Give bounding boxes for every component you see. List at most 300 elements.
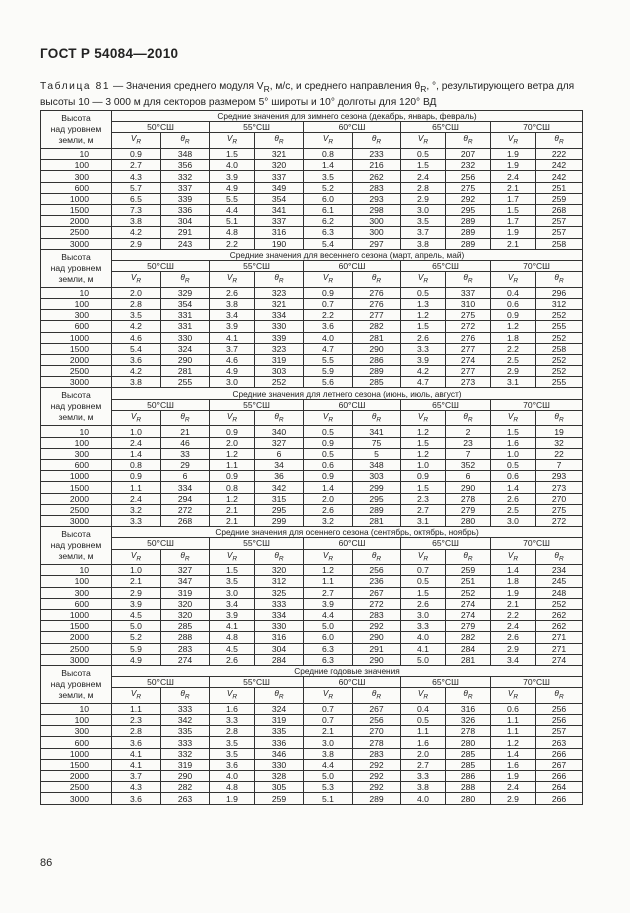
table-cell: 283 [353, 748, 401, 759]
table-cell: 3.4 [210, 598, 255, 609]
table-row [41, 726, 583, 737]
table-cell: 3.1 [401, 515, 446, 526]
season-title-row [41, 388, 583, 399]
site-header: 55°СШ [210, 399, 304, 410]
table-cell: 2.7 [112, 160, 161, 171]
table-cell: 5.3 [304, 782, 353, 793]
table-cell: 256 [536, 715, 583, 726]
page-number: 86 [40, 857, 53, 869]
table-cell: 337 [255, 216, 304, 227]
direction-header: $\theta_R$ [536, 410, 583, 426]
site-header: 60°СШ [304, 260, 401, 271]
table-cell: 7 [446, 448, 491, 459]
table-cell: 2.4 [491, 171, 536, 182]
table-cell: 243 [161, 238, 210, 249]
table-cell: 283 [353, 609, 401, 620]
site-header: 65°СШ [401, 399, 491, 410]
table-cell: 190 [255, 238, 304, 249]
table-cell: 23 [446, 437, 491, 448]
table-cell: 310 [446, 298, 491, 309]
table-cell: 3.4 [491, 654, 536, 665]
table-cell: 0.6 [304, 460, 353, 471]
table-cell: 2.1 [491, 182, 536, 193]
table-cell: 304 [161, 216, 210, 227]
table-cell: 3.7 [401, 227, 446, 238]
table-cell: 3.0 [491, 515, 536, 526]
table-cell: 0.6 [491, 298, 536, 309]
table-cell: 5.4 [304, 238, 353, 249]
table-cell: 5 [353, 448, 401, 459]
modulus-header: $V_R$ [210, 410, 255, 426]
table-cell: 272 [353, 598, 401, 609]
table-cell: 1.2 [210, 493, 255, 504]
table-cell: 252 [446, 587, 491, 598]
direction-header: $\theta_R$ [536, 688, 583, 704]
table-cell: 248 [536, 587, 583, 598]
table-cell: 267 [353, 703, 401, 714]
table-cell: 262 [536, 621, 583, 632]
table-cell: 34 [255, 460, 304, 471]
table-cell: 339 [255, 332, 304, 343]
direction-header: $\theta_R$ [536, 549, 583, 565]
table-cell: 1.6 [491, 437, 536, 448]
site-header: 65°СШ [401, 677, 491, 688]
table-cell: 2.4 [491, 621, 536, 632]
table-cell: 36 [255, 471, 304, 482]
table-row [41, 703, 583, 714]
table-cell: 3.9 [304, 598, 353, 609]
table-cell: 4.0 [210, 160, 255, 171]
modulus-header: $V_R$ [210, 688, 255, 704]
table-cell: 334 [255, 310, 304, 321]
document-header: ГОСТ Р 54084—2010 [40, 46, 179, 61]
table-cell: 6.2 [304, 216, 353, 227]
table-cell: 4.8 [210, 782, 255, 793]
table-cell: 2.6 [401, 598, 446, 609]
table-row [41, 654, 583, 665]
table-cell: 289 [446, 238, 491, 249]
table-row [41, 715, 583, 726]
table-row [41, 216, 583, 227]
table-cell: 2.7 [401, 504, 446, 515]
table-cell: 1.0 [112, 426, 161, 437]
table-cell: 272 [446, 321, 491, 332]
table-cell: 319 [161, 587, 210, 598]
table-cell: 330 [255, 759, 304, 770]
table-cell: 2.1 [210, 515, 255, 526]
table-cell: 267 [353, 587, 401, 598]
direction-header: $\theta_R$ [161, 549, 210, 565]
table-cell: 2.0 [210, 437, 255, 448]
table-cell: 3.2 [112, 504, 161, 515]
table-cell: 5.2 [304, 182, 353, 193]
table-cell: 3.5 [304, 171, 353, 182]
table-cell: 3.6 [210, 759, 255, 770]
table-cell: 281 [353, 332, 401, 343]
table-cell: 289 [353, 504, 401, 515]
table-cell: 259 [255, 793, 304, 804]
table-cell: 1.0 [491, 448, 536, 459]
table-cell: 4.6 [112, 332, 161, 343]
table-cell: 262 [353, 171, 401, 182]
table-cell: 33 [161, 448, 210, 459]
table-cell: 3.9 [112, 598, 161, 609]
table-cell: 21 [161, 426, 210, 437]
table-cell: 251 [536, 182, 583, 193]
table-cell: 258 [536, 238, 583, 249]
table-cell: 5.5 [210, 193, 255, 204]
table-cell: 277 [446, 343, 491, 354]
direction-header: $\theta_R$ [161, 688, 210, 704]
direction-header: $\theta_R$ [353, 133, 401, 149]
table-cell: 330 [255, 621, 304, 632]
table-cell: 289 [353, 366, 401, 377]
table-row [41, 332, 583, 343]
table-cell: 242 [536, 171, 583, 182]
height-value: 10 [41, 287, 112, 298]
direction-header: $\theta_R$ [446, 688, 491, 704]
height-value: 100 [41, 576, 112, 587]
table-cell: 268 [161, 515, 210, 526]
table-row [41, 515, 583, 526]
table-cell: 303 [353, 471, 401, 482]
height-value: 3000 [41, 238, 112, 249]
table-cell: 354 [255, 193, 304, 204]
table-cell: 4.2 [112, 321, 161, 332]
site-header-row [41, 122, 583, 133]
table-cell: 3.2 [304, 515, 353, 526]
table-cell: 0.9 [304, 437, 353, 448]
table-cell: 1.6 [401, 737, 446, 748]
table-row [41, 771, 583, 782]
table-cell: 0.4 [401, 703, 446, 714]
table-cell: 279 [446, 621, 491, 632]
table-row [41, 160, 583, 171]
direction-header: $\theta_R$ [353, 272, 401, 288]
table-cell: 274 [446, 609, 491, 620]
table-cell: 2.2 [491, 609, 536, 620]
table-cell: 257 [536, 216, 583, 227]
table-row [41, 149, 583, 160]
table-cell: 292 [353, 759, 401, 770]
table-cell: 4.8 [210, 632, 255, 643]
table-cell: 331 [161, 310, 210, 321]
table-cell: 290 [161, 771, 210, 782]
table-cell: 2.1 [304, 726, 353, 737]
height-value: 1500 [41, 204, 112, 215]
sub-header-row [41, 549, 583, 565]
table-cell: 266 [536, 793, 583, 804]
direction-header: $\theta_R$ [255, 410, 304, 426]
table-cell: 5.0 [304, 771, 353, 782]
height-column-header: Высота над уровнем земли, м [41, 111, 112, 149]
height-value: 2500 [41, 504, 112, 515]
table-cell: 335 [255, 726, 304, 737]
modulus-header: $V_R$ [491, 410, 536, 426]
table-cell: 2.6 [401, 332, 446, 343]
table-cell: 4.0 [401, 793, 446, 804]
table-cell: 3.3 [210, 715, 255, 726]
table-cell: 3.5 [112, 310, 161, 321]
table-cell: 3.1 [491, 377, 536, 388]
table-cell: 295 [255, 504, 304, 515]
table-cell: 278 [353, 737, 401, 748]
table-cell: 283 [161, 643, 210, 654]
table-cell: 2.4 [491, 782, 536, 793]
height-value: 600 [41, 321, 112, 332]
table-cell: 268 [536, 204, 583, 215]
table-cell: 319 [255, 715, 304, 726]
height-value: 300 [41, 310, 112, 321]
table-row [41, 471, 583, 482]
table-cell: 0.9 [491, 310, 536, 321]
table-cell: 320 [255, 565, 304, 576]
table-cell: 1.0 [112, 565, 161, 576]
table-cell: 2.4 [112, 493, 161, 504]
height-value: 2000 [41, 216, 112, 227]
table-cell: 312 [536, 298, 583, 309]
height-value: 2000 [41, 632, 112, 643]
table-cell: 4.4 [210, 204, 255, 215]
table-cell: 4.0 [401, 632, 446, 643]
table-cell: 295 [446, 204, 491, 215]
table-cell: 336 [255, 737, 304, 748]
table-cell: 273 [446, 377, 491, 388]
site-header: 55°СШ [210, 122, 304, 133]
table-cell: 2.2 [210, 238, 255, 249]
table-row [41, 504, 583, 515]
table-cell: 1.5 [401, 321, 446, 332]
table-cell: 257 [536, 726, 583, 737]
table-cell: 279 [446, 504, 491, 515]
height-value: 10 [41, 426, 112, 437]
table-cell: 4.2 [112, 366, 161, 377]
table-cell: 270 [353, 726, 401, 737]
table-row [41, 782, 583, 793]
table-cell: 290 [353, 632, 401, 643]
table-cell: 296 [536, 287, 583, 298]
table-cell: 0.5 [401, 149, 446, 160]
table-cell: 323 [255, 343, 304, 354]
table-cell: 274 [446, 598, 491, 609]
table-cell: 0.7 [304, 298, 353, 309]
table-cell: 1.5 [210, 565, 255, 576]
height-value: 10 [41, 149, 112, 160]
table-cell: 2.9 [112, 238, 161, 249]
table-cell: 6.3 [304, 643, 353, 654]
table-cell: 1.9 [210, 793, 255, 804]
table-cell: 291 [161, 227, 210, 238]
table-cell: 6.0 [304, 193, 353, 204]
table-cell: 1.4 [304, 482, 353, 493]
table-cell: 5.5 [304, 354, 353, 365]
table-cell: 281 [353, 515, 401, 526]
modulus-header: $V_R$ [210, 549, 255, 565]
table-cell: 3.6 [112, 737, 161, 748]
table-cell: 266 [536, 771, 583, 782]
table-cell: 0.5 [491, 460, 536, 471]
table-cell: 281 [161, 366, 210, 377]
table-cell: 0.5 [304, 426, 353, 437]
table-cell: 4.9 [210, 182, 255, 193]
table-cell: 46 [161, 437, 210, 448]
table-cell: 341 [255, 204, 304, 215]
height-column-header: Высота над уровнем земли, м [41, 249, 112, 287]
sub-header-row [41, 410, 583, 426]
table-cell: 257 [536, 227, 583, 238]
table-cell: 4.5 [210, 643, 255, 654]
height-value: 2500 [41, 782, 112, 793]
table-cell: 3.0 [304, 737, 353, 748]
table-cell: 2.4 [112, 437, 161, 448]
table-cell: 271 [536, 632, 583, 643]
table-cell: 1.1 [491, 715, 536, 726]
table-cell: 280 [446, 793, 491, 804]
table-caption: Таблица 81 — Значения среднего модуля $V_R$, м/с, и среднего направления $\theta_R$, °, результирующего ветра для высоты 10 — 3 000 м для секторов размером 5° широты и 10° долготы для 120° ВД [40, 81, 575, 109]
height-column-header: Высота над уровнем земли, м [41, 527, 112, 565]
table-cell: 2.5 [491, 354, 536, 365]
table-cell: 2.1 [112, 576, 161, 587]
site-header-row [41, 677, 583, 688]
table-cell: 289 [446, 216, 491, 227]
table-cell: 0.9 [210, 471, 255, 482]
table-cell: 245 [536, 576, 583, 587]
table-cell: 264 [536, 782, 583, 793]
table-row [41, 793, 583, 804]
table-cell: 3.5 [401, 216, 446, 227]
table-row [41, 576, 583, 587]
table-cell: 276 [353, 298, 401, 309]
table-cell: 2.3 [112, 715, 161, 726]
site-header: 55°СШ [210, 677, 304, 688]
table-row [41, 493, 583, 504]
table-cell: 304 [255, 643, 304, 654]
table-cell: 1.2 [491, 321, 536, 332]
table-cell: 29 [161, 460, 210, 471]
height-value: 2000 [41, 771, 112, 782]
table-cell: 285 [446, 759, 491, 770]
table-row [41, 621, 583, 632]
table-cell: 2.2 [304, 310, 353, 321]
modulus-header: $V_R$ [304, 549, 353, 565]
table-cell: 337 [161, 182, 210, 193]
modulus-header: $V_R$ [210, 133, 255, 149]
table-cell: 4.9 [210, 366, 255, 377]
table-row [41, 287, 583, 298]
site-header: 70°СШ [491, 260, 583, 271]
table-cell: 321 [255, 149, 304, 160]
table-cell: 236 [353, 576, 401, 587]
table-cell: 3.8 [304, 748, 353, 759]
table-cell: 0.7 [401, 565, 446, 576]
direction-header: $\theta_R$ [255, 272, 304, 288]
table-row [41, 632, 583, 643]
table-row [41, 204, 583, 215]
table-cell: 207 [446, 149, 491, 160]
table-cell: 259 [446, 565, 491, 576]
direction-header: $\theta_R$ [536, 272, 583, 288]
table-cell: 252 [536, 354, 583, 365]
modulus-header: $V_R$ [112, 133, 161, 149]
table-cell: 4.1 [401, 643, 446, 654]
table-cell: 263 [161, 793, 210, 804]
table-cell: 1.5 [401, 160, 446, 171]
site-header: 60°СШ [304, 677, 401, 688]
table-cell: 22 [536, 448, 583, 459]
sub-header-row [41, 133, 583, 149]
table-cell: 1.2 [304, 565, 353, 576]
site-header: 60°СШ [304, 538, 401, 549]
table-cell: 336 [161, 204, 210, 215]
table-cell: 2.8 [112, 726, 161, 737]
table-cell: 262 [536, 609, 583, 620]
table-cell: 4.4 [304, 759, 353, 770]
table-cell: 1.1 [304, 576, 353, 587]
table-cell: 329 [161, 287, 210, 298]
table-row [41, 238, 583, 249]
table-cell: 3.7 [112, 771, 161, 782]
table-cell: 1.9 [491, 227, 536, 238]
table-cell: 272 [161, 504, 210, 515]
table-cell: 2.7 [304, 587, 353, 598]
direction-header: $\theta_R$ [446, 133, 491, 149]
height-value: 100 [41, 715, 112, 726]
site-header: 60°СШ [304, 122, 401, 133]
table-cell: 6 [161, 471, 210, 482]
table-cell: 233 [353, 149, 401, 160]
height-value: 1500 [41, 343, 112, 354]
table-cell: 334 [255, 609, 304, 620]
table-cell: 299 [353, 482, 401, 493]
table-cell: 348 [161, 149, 210, 160]
site-header: 65°СШ [401, 260, 491, 271]
modulus-header: $V_R$ [304, 410, 353, 426]
table-cell: 0.6 [491, 471, 536, 482]
table-row [41, 377, 583, 388]
table-cell: 258 [536, 343, 583, 354]
season-title: Средние значения для весеннего сезона (март, апрель, май) [112, 249, 583, 260]
table-cell: 3.9 [210, 171, 255, 182]
table-cell: 0.8 [304, 149, 353, 160]
table-cell: 4.1 [112, 759, 161, 770]
table-cell: 255 [161, 377, 210, 388]
table-cell: 3.5 [210, 737, 255, 748]
table-cell: 339 [161, 193, 210, 204]
direction-header: $\theta_R$ [255, 549, 304, 565]
table-cell: 290 [161, 354, 210, 365]
table-cell: 275 [446, 310, 491, 321]
table-cell: 3.6 [304, 321, 353, 332]
table-cell: 284 [255, 654, 304, 665]
table-cell: 267 [536, 759, 583, 770]
table-cell: 277 [353, 310, 401, 321]
table-cell: 288 [446, 782, 491, 793]
table-cell: 1.4 [304, 160, 353, 171]
table-cell: 277 [446, 366, 491, 377]
table-cell: 7.3 [112, 204, 161, 215]
table-cell: 285 [446, 748, 491, 759]
table-cell: 3.0 [210, 587, 255, 598]
table-cell: 1.4 [112, 448, 161, 459]
table-cell: 1.2 [401, 426, 446, 437]
table-cell: 259 [536, 193, 583, 204]
table-cell: 324 [255, 703, 304, 714]
table-cell: 3.7 [210, 343, 255, 354]
table-row [41, 587, 583, 598]
modulus-header: $V_R$ [491, 688, 536, 704]
modulus-header: $V_R$ [401, 272, 446, 288]
table-cell: 332 [161, 748, 210, 759]
